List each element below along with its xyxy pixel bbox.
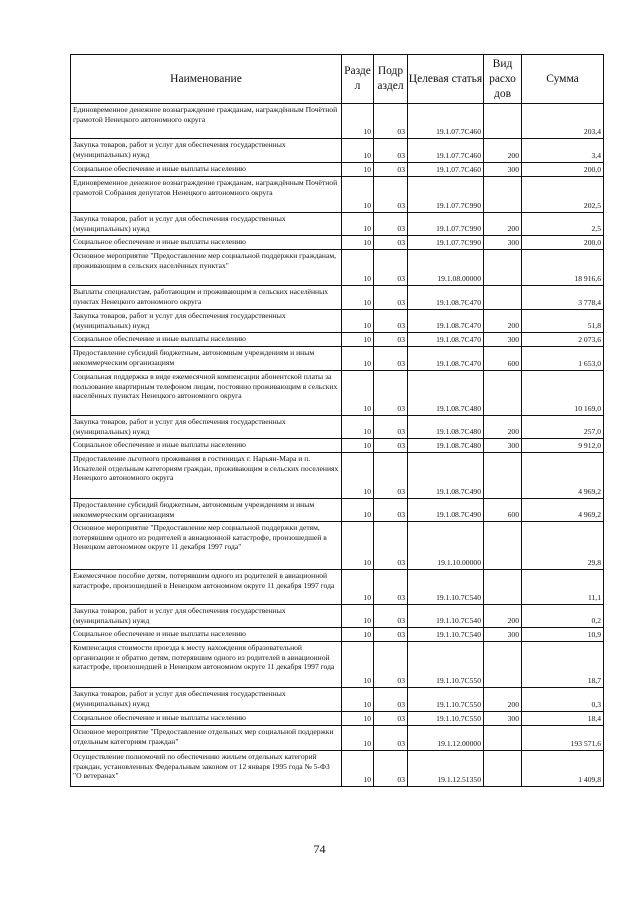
row-target-cell: 19.1.07.7С990 <box>408 213 484 236</box>
row-section-cell: 10 <box>342 333 374 347</box>
row-subsection-cell: 03 <box>374 177 408 213</box>
row-name-cell: Социальное обеспечение и иные выплаты населению <box>71 712 342 726</box>
row-subsection-cell: 03 <box>374 605 408 628</box>
table-row <box>71 213 604 236</box>
row-type-cell: 200 <box>484 416 522 439</box>
table-row <box>71 453 604 499</box>
row-type-cell <box>484 453 522 499</box>
row-section-cell: 10 <box>342 250 374 286</box>
row-type-cell: 600 <box>484 499 522 522</box>
row-sum-cell: 257,0 <box>522 416 604 439</box>
row-target-cell: 19.1.10.7С550 <box>408 712 484 726</box>
row-subsection-cell: 03 <box>374 347 408 371</box>
row-target-cell: 19.1.08.7С480 <box>408 439 484 453</box>
row-subsection-cell: 03 <box>374 213 408 236</box>
row-subsection-cell: 03 <box>374 439 408 453</box>
document-page <box>70 54 603 787</box>
row-name-cell: Закупка товаров, работ и услуг для обеспечения государственных (муниципальных) нужд <box>71 416 342 439</box>
row-section-cell: 10 <box>342 522 374 570</box>
table-row <box>71 310 604 333</box>
row-subsection-cell: 03 <box>374 570 408 605</box>
row-target-cell: 19.1.08.7С480 <box>408 371 484 416</box>
row-type-cell: 300 <box>484 628 522 642</box>
row-subsection-cell: 03 <box>374 104 408 139</box>
header-target: Целевая статья <box>408 55 484 104</box>
row-target-cell: 19.1.08.7С470 <box>408 286 484 310</box>
row-sum-cell: 10 169,0 <box>522 371 604 416</box>
table-row <box>71 286 604 310</box>
table-row <box>71 163 604 177</box>
row-name-cell: Социальное обеспечение и иные выплаты населению <box>71 163 342 177</box>
row-subsection-cell: 03 <box>374 628 408 642</box>
row-target-cell: 19.1.08.7С480 <box>408 416 484 439</box>
row-section-cell: 10 <box>342 570 374 605</box>
row-name-cell: Социальное обеспечение и иные выплаты населению <box>71 333 342 347</box>
row-type-cell: 300 <box>484 439 522 453</box>
table-row <box>71 416 604 439</box>
row-target-cell: 19.1.07.7С990 <box>408 236 484 250</box>
row-sum-cell: 3 778,4 <box>522 286 604 310</box>
row-name-cell: Основное мероприятие "Предоставление мер социальной поддержки гражданам, проживающим в сельских населённых пунктах" <box>71 250 342 286</box>
row-section-cell: 10 <box>342 371 374 416</box>
row-sum-cell: 29,8 <box>522 522 604 570</box>
row-type-cell: 300 <box>484 236 522 250</box>
row-section-cell: 10 <box>342 347 374 371</box>
row-target-cell: 19.1.07.7С460 <box>408 104 484 139</box>
row-target-cell: 19.1.10.7С550 <box>408 642 484 688</box>
row-type-cell: 600 <box>484 347 522 371</box>
row-target-cell: 19.1.10.7С540 <box>408 628 484 642</box>
row-subsection-cell: 03 <box>374 522 408 570</box>
row-sum-cell: 18 916,6 <box>522 250 604 286</box>
row-name-cell: Социальное обеспечение и иные выплаты населению <box>71 236 342 250</box>
table-row <box>71 751 604 787</box>
row-section-cell: 10 <box>342 751 374 787</box>
row-sum-cell: 51,8 <box>522 310 604 333</box>
row-section-cell: 10 <box>342 439 374 453</box>
row-target-cell: 19.1.08.7С490 <box>408 453 484 499</box>
row-section-cell: 10 <box>342 605 374 628</box>
row-name-cell: Основное мероприятие "Предоставление отдельных мер социальной поддержки отдельным категориям граждан" <box>71 726 342 751</box>
page-number: 74 <box>313 842 326 856</box>
row-name-cell: Закупка товаров, работ и услуг для обеспечения государственных (муниципальных) нужд <box>71 139 342 163</box>
row-subsection-cell: 03 <box>374 453 408 499</box>
row-subsection-cell: 03 <box>374 236 408 250</box>
row-name-cell: Выплаты специалистам, работающим и проживающим в сельских населённых пунктах Ненецкого автономного округа <box>71 286 342 310</box>
row-section-cell: 10 <box>342 236 374 250</box>
row-name-cell: Осуществление полномочий по обеспечению жильем отдельных категорий граждан, установленных Федеральным законом от 12 января 1995 года № 5-ФЗ "О ветеранах" <box>71 751 342 787</box>
row-name-cell: Предоставление субсидий бюджетным, автономным учреждениям и иным некоммерческим организациям <box>71 499 342 522</box>
row-sum-cell: 1 653,0 <box>522 347 604 371</box>
row-type-cell <box>484 642 522 688</box>
row-section-cell: 10 <box>342 104 374 139</box>
row-sum-cell: 0,3 <box>522 688 604 712</box>
row-section-cell: 10 <box>342 139 374 163</box>
row-sum-cell: 202,5 <box>522 177 604 213</box>
row-sum-cell: 193 571,6 <box>522 726 604 751</box>
row-type-cell: 200 <box>484 605 522 628</box>
row-subsection-cell: 03 <box>374 642 408 688</box>
header-name: Наименование <box>71 55 342 104</box>
row-subsection-cell: 03 <box>374 712 408 726</box>
row-target-cell: 19.1.10.7С540 <box>408 570 484 605</box>
row-sum-cell: 9 912,0 <box>522 439 604 453</box>
row-sum-cell: 1 409,8 <box>522 751 604 787</box>
table-row <box>71 333 604 347</box>
row-type-cell: 200 <box>484 310 522 333</box>
row-type-cell: 300 <box>484 712 522 726</box>
row-target-cell: 19.1.08.7С470 <box>408 310 484 333</box>
row-type-cell <box>484 286 522 310</box>
row-type-cell: 200 <box>484 139 522 163</box>
row-name-cell: Единовременное денежное вознаграждение гражданам, награждённым Почётной грамотой Собрания депутатов Ненецкого автономного округа <box>71 177 342 213</box>
row-target-cell: 19.1.07.7С990 <box>408 177 484 213</box>
row-sum-cell: 0,2 <box>522 605 604 628</box>
row-type-cell: 200 <box>484 688 522 712</box>
row-sum-cell: 18,4 <box>522 712 604 726</box>
row-subsection-cell: 03 <box>374 499 408 522</box>
row-sum-cell: 4 969,2 <box>522 453 604 499</box>
row-type-cell: 300 <box>484 333 522 347</box>
row-name-cell: Закупка товаров, работ и услуг для обеспечения государственных (муниципальных) нужд <box>71 688 342 712</box>
row-type-cell <box>484 522 522 570</box>
row-subsection-cell: 03 <box>374 286 408 310</box>
row-sum-cell: 18,7 <box>522 642 604 688</box>
table-row <box>71 605 604 628</box>
row-subsection-cell: 03 <box>374 250 408 286</box>
row-target-cell: 19.1.08.7С490 <box>408 499 484 522</box>
row-target-cell: 19.1.07.7С460 <box>408 139 484 163</box>
row-subsection-cell: 03 <box>374 310 408 333</box>
row-section-cell: 10 <box>342 628 374 642</box>
table-row <box>71 726 604 751</box>
table-row <box>71 104 604 139</box>
row-target-cell: 19.1.08.7С470 <box>408 347 484 371</box>
row-section-cell: 10 <box>342 177 374 213</box>
header-sum: Сумма <box>522 55 604 104</box>
table-row <box>71 371 604 416</box>
row-name-cell: Предоставление льготного проживания в гостиницах г. Нарьян-Мара и п. Искателей отдельным категориям граждан, проживающим в сельских поселениях Ненецкого автономного округа <box>71 453 342 499</box>
row-section-cell: 10 <box>342 642 374 688</box>
row-target-cell: 19.1.08.7С470 <box>408 333 484 347</box>
row-name-cell: Закупка товаров, работ и услуг для обеспечения государственных (муниципальных) нужд <box>71 310 342 333</box>
row-name-cell: Ежемесячное пособие детям, потерявшим одного из родителей в авиационной катастрофе, произошедшей в Ненецком автономном округе 11 декабря 1997 года <box>71 570 342 605</box>
row-sum-cell: 2,5 <box>522 213 604 236</box>
row-name-cell: Предоставление субсидий бюджетным, автономным учреждениям и иным некоммерческим организациям <box>71 347 342 371</box>
table-row <box>71 347 604 371</box>
row-name-cell: Закупка товаров, работ и услуг для обеспечения государственных (муниципальных) нужд <box>71 213 342 236</box>
row-target-cell: 19.1.12.51350 <box>408 751 484 787</box>
budget-table <box>70 54 604 787</box>
table-row <box>71 628 604 642</box>
row-name-cell: Компенсация стоимости проезда к месту нахождения образовательной организации и обратно детям, потерявшим одного из родителей в авиационной катастрофе, произошедшей в Ненецком автономном округе 11 декабря 1997 года <box>71 642 342 688</box>
row-subsection-cell: 03 <box>374 371 408 416</box>
table-body <box>71 104 604 787</box>
row-sum-cell: 203,4 <box>522 104 604 139</box>
table-row <box>71 570 604 605</box>
row-target-cell: 19.1.12.00000 <box>408 726 484 751</box>
table-row <box>71 139 604 163</box>
header-section: Разде л <box>342 55 374 104</box>
row-subsection-cell: 03 <box>374 751 408 787</box>
row-subsection-cell: 03 <box>374 688 408 712</box>
row-type-cell: 200 <box>484 213 522 236</box>
row-section-cell: 10 <box>342 499 374 522</box>
row-sum-cell: 2 073,6 <box>522 333 604 347</box>
row-sum-cell: 4 969,2 <box>522 499 604 522</box>
row-target-cell: 19.1.10.7С540 <box>408 605 484 628</box>
row-name-cell: Единовременное денежное вознаграждение гражданам, награждённым Почётной грамотой Ненецкого автономного округа <box>71 104 342 139</box>
header-subsection: Подр аздел <box>374 55 408 104</box>
row-section-cell: 10 <box>342 213 374 236</box>
table-row <box>71 439 604 453</box>
row-target-cell: 19.1.07.7С460 <box>408 163 484 177</box>
row-section-cell: 10 <box>342 712 374 726</box>
row-target-cell: 19.1.10.00000 <box>408 522 484 570</box>
row-name-cell: Основное мероприятие "Предоставление мер социальной поддержки детям, потерявшим одного из родителей в авиационной катастрофе, произошедшей в Ненецком автономном округе 11 декабря 1997 года" <box>71 522 342 570</box>
row-section-cell: 10 <box>342 688 374 712</box>
row-subsection-cell: 03 <box>374 333 408 347</box>
row-section-cell: 10 <box>342 416 374 439</box>
row-sum-cell: 11,1 <box>522 570 604 605</box>
row-subsection-cell: 03 <box>374 726 408 751</box>
row-sum-cell: 200,0 <box>522 163 604 177</box>
row-type-cell <box>484 371 522 416</box>
row-target-cell: 19.1.10.7С550 <box>408 688 484 712</box>
row-sum-cell: 10,9 <box>522 628 604 642</box>
table-row <box>71 712 604 726</box>
row-type-cell <box>484 104 522 139</box>
row-section-cell: 10 <box>342 310 374 333</box>
row-type-cell <box>484 250 522 286</box>
table-row <box>71 236 604 250</box>
table-row <box>71 688 604 712</box>
row-section-cell: 10 <box>342 286 374 310</box>
row-name-cell: Закупка товаров, работ и услуг для обеспечения государственных (муниципальных) нужд <box>71 605 342 628</box>
row-type-cell <box>484 751 522 787</box>
table-header-row <box>71 55 604 104</box>
row-section-cell: 10 <box>342 726 374 751</box>
table-row <box>71 499 604 522</box>
row-name-cell: Социальная поддержка в виде ежемесячной компенсации абонентской платы за пользование квартирным телефоном лицам, постоянно проживающим в сельских населённых пунктах Ненецкого автономного округа <box>71 371 342 416</box>
row-type-cell: 300 <box>484 163 522 177</box>
table-row <box>71 642 604 688</box>
row-subsection-cell: 03 <box>374 416 408 439</box>
header-type: Вид расхо дов <box>484 55 522 104</box>
row-name-cell: Социальное обеспечение и иные выплаты населению <box>71 628 342 642</box>
row-type-cell <box>484 570 522 605</box>
row-section-cell: 10 <box>342 163 374 177</box>
row-sum-cell: 3,4 <box>522 139 604 163</box>
row-target-cell: 19.1.08.00000 <box>408 250 484 286</box>
row-name-cell: Социальное обеспечение и иные выплаты населению <box>71 439 342 453</box>
row-section-cell: 10 <box>342 453 374 499</box>
row-type-cell <box>484 177 522 213</box>
row-type-cell <box>484 726 522 751</box>
table-row <box>71 250 604 286</box>
row-subsection-cell: 03 <box>374 139 408 163</box>
row-subsection-cell: 03 <box>374 163 408 177</box>
table-row <box>71 177 604 213</box>
row-sum-cell: 200,0 <box>522 236 604 250</box>
table-row <box>71 522 604 570</box>
